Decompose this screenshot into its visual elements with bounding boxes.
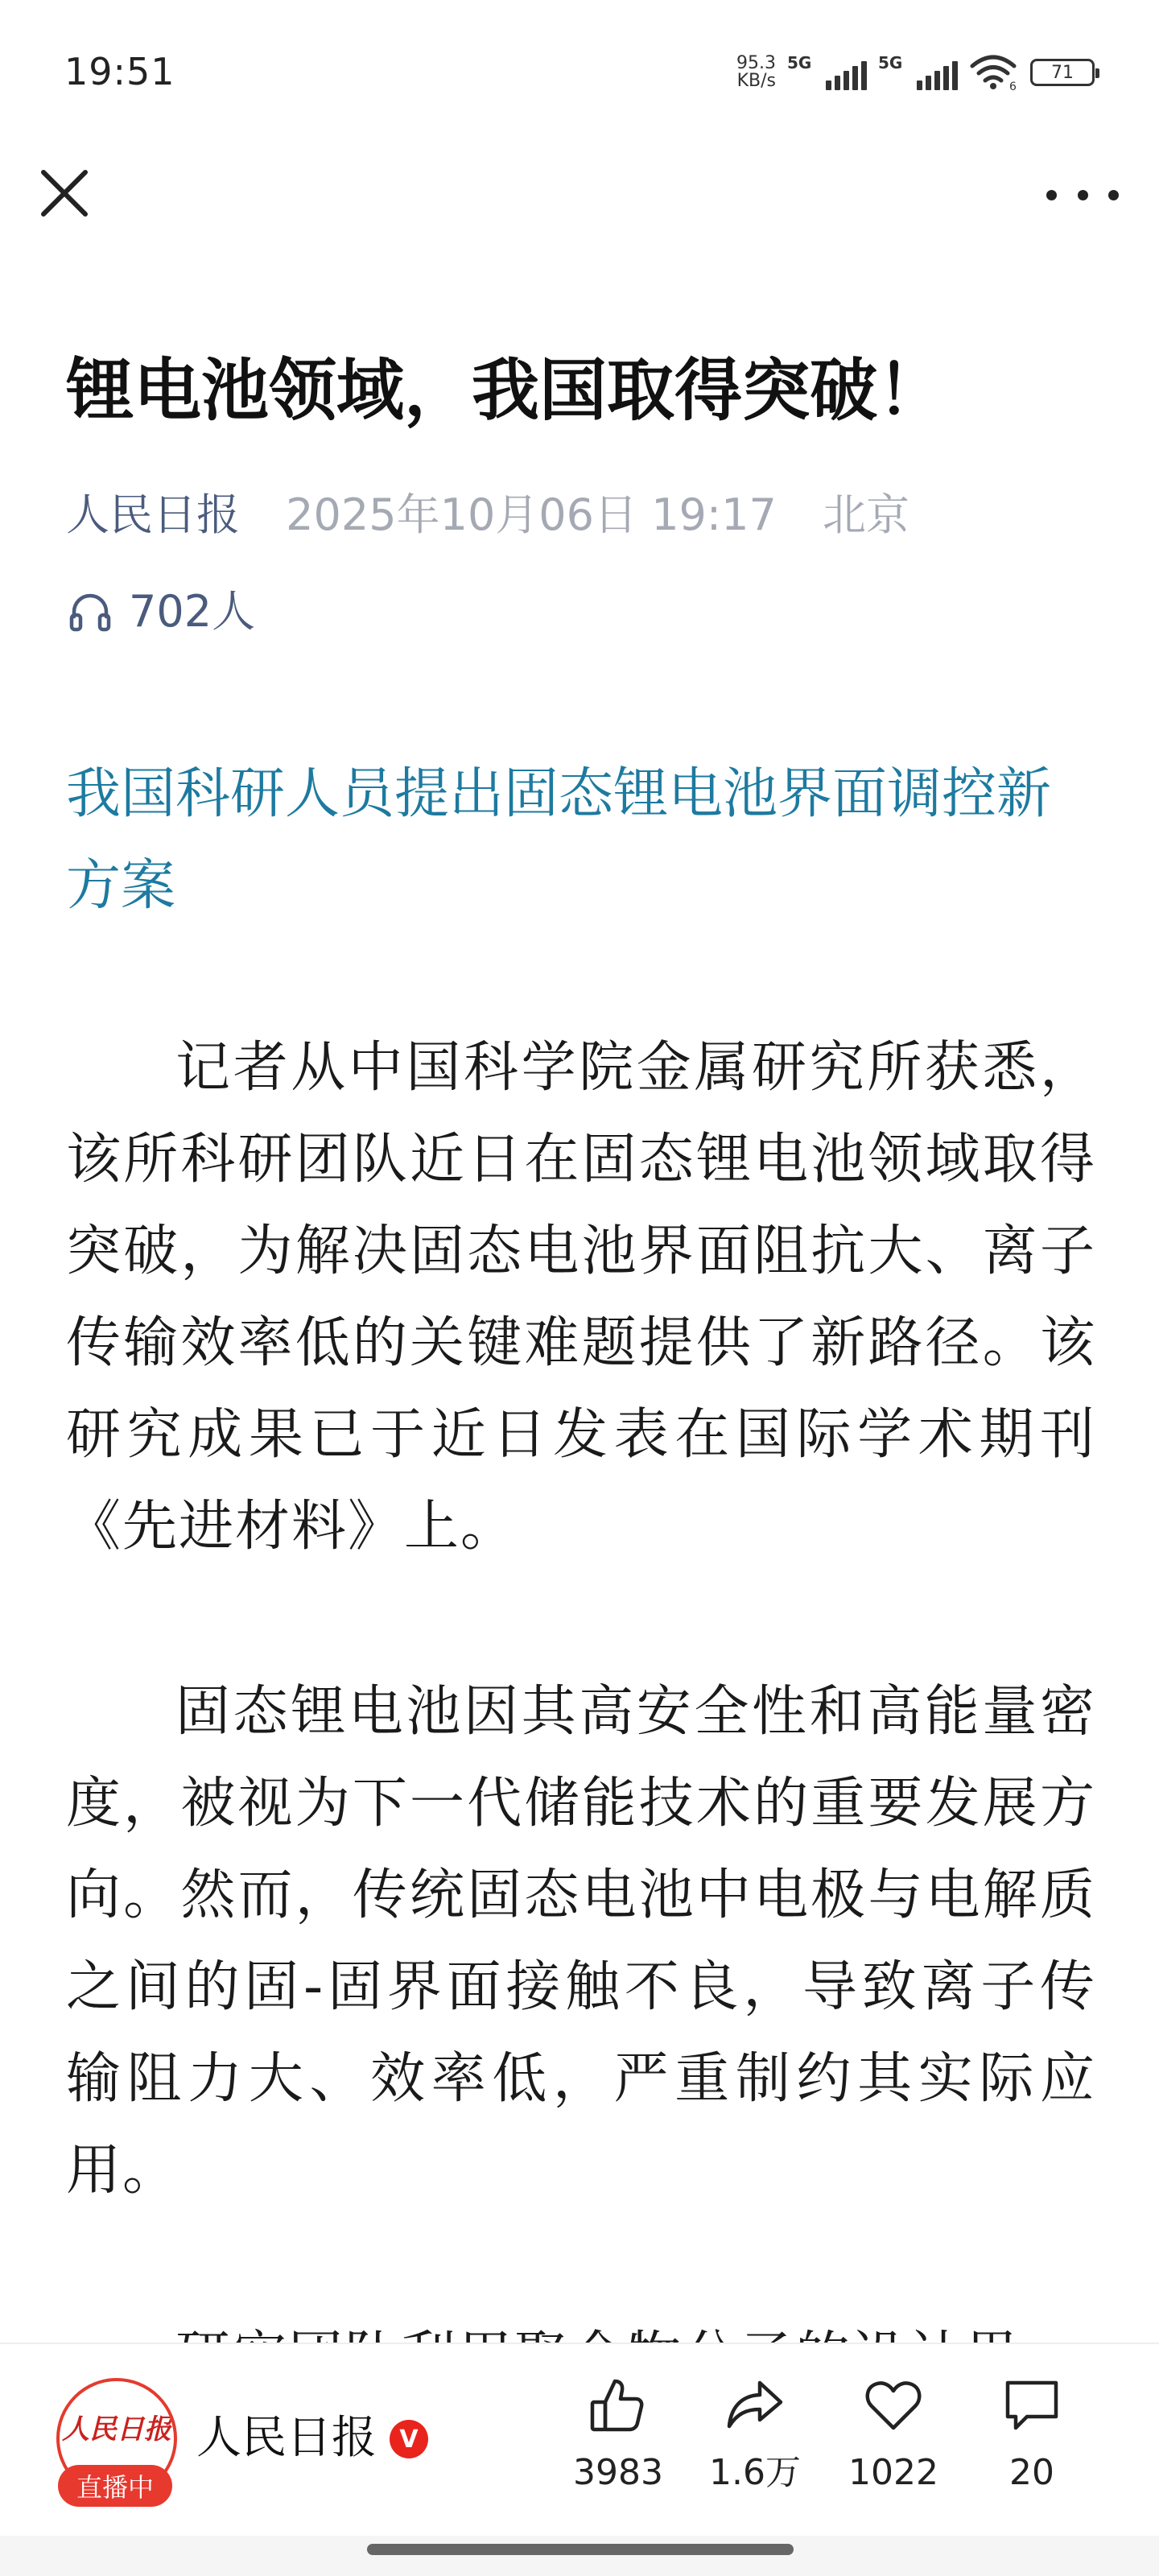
favorite-button[interactable]: [829, 2373, 958, 2518]
network-speed-unit: KB/s: [736, 71, 776, 91]
comment-count: 20: [1009, 2452, 1054, 2493]
more-icon-dot: [1108, 190, 1119, 200]
heart-icon: [861, 2373, 926, 2438]
share-count: 1.6万: [709, 2452, 801, 2493]
signal-icon-sim2: [878, 55, 958, 90]
article-location: 北京: [822, 489, 909, 540]
article-paragraph: 固态锂电池因其高安全性和高能量密度，被视为下一代储能技术的重要发展方向。然而，传统固态电池中电极与电解质之间的固-固界面接触不良，导致离子传输阻力大、效率低，严重制约其实际应用。: [66, 1680, 1096, 2202]
favorite-count: 1022: [848, 2452, 938, 2493]
more-icon-dot: [1046, 190, 1057, 200]
share-button[interactable]: [691, 2373, 819, 2518]
gesture-navigation-bar[interactable]: [367, 2544, 794, 2555]
live-badge[interactable]: 直播中: [58, 2465, 172, 2507]
article-meta: [66, 483, 909, 547]
listen-button[interactable]: [66, 580, 255, 644]
status-icons: [736, 50, 1095, 95]
more-button[interactable]: [1046, 169, 1119, 221]
sim2-label: 5G: [878, 53, 903, 72]
article-source-link[interactable]: 人民日报: [66, 489, 240, 540]
close-icon: [32, 161, 97, 225]
article-title: 锂电池领域，我国取得突破！: [66, 351, 946, 430]
like-count: 3983: [573, 2452, 663, 2493]
publisher-name[interactable]: 人民日报: [196, 2412, 377, 2464]
wifi-badge: 6: [1009, 80, 1017, 92]
headphones-icon: [66, 588, 114, 636]
comment-icon: [1000, 2373, 1064, 2438]
close-button[interactable]: [32, 161, 97, 225]
listener-count: 702人: [129, 586, 256, 637]
thumbs-up-icon: [586, 2373, 650, 2438]
wifi-icon: [969, 53, 1019, 92]
more-icon-dot: [1078, 190, 1088, 200]
status-time: 19:51: [64, 50, 175, 93]
network-speed-value: 95.3: [736, 53, 776, 73]
like-button[interactable]: [554, 2373, 683, 2518]
publisher-logo: 人民日报: [62, 2413, 171, 2446]
sim1-label: 5G: [787, 53, 812, 72]
network-speed: [736, 55, 776, 90]
status-bar: [0, 0, 1159, 145]
signal-icon-sim1: [787, 55, 867, 90]
bottom-action-bar: [0, 2343, 1159, 2537]
battery-level: 71: [1051, 62, 1074, 83]
comment-button[interactable]: [967, 2373, 1096, 2518]
share-icon: [723, 2373, 787, 2438]
article-paragraph: 记者从中国科学院金属研究所获悉，该所科研团队近日在固态锂电池领域取得突破，为解决固态电池界面阻抗大、离子传输效率低的关键难题提供了新路径。该研究成果已于近日发表在国际学术期刊《先进材料》上。: [66, 1036, 1096, 1558]
article-subheading: 我国科研人员提出固态锂电池界面调控新方案: [66, 762, 1052, 918]
verified-icon: V: [390, 2420, 428, 2458]
gesture-area: [0, 2536, 1159, 2576]
article-date: 2025年10月06日 19:17: [286, 489, 777, 540]
battery-icon: [1030, 59, 1095, 86]
